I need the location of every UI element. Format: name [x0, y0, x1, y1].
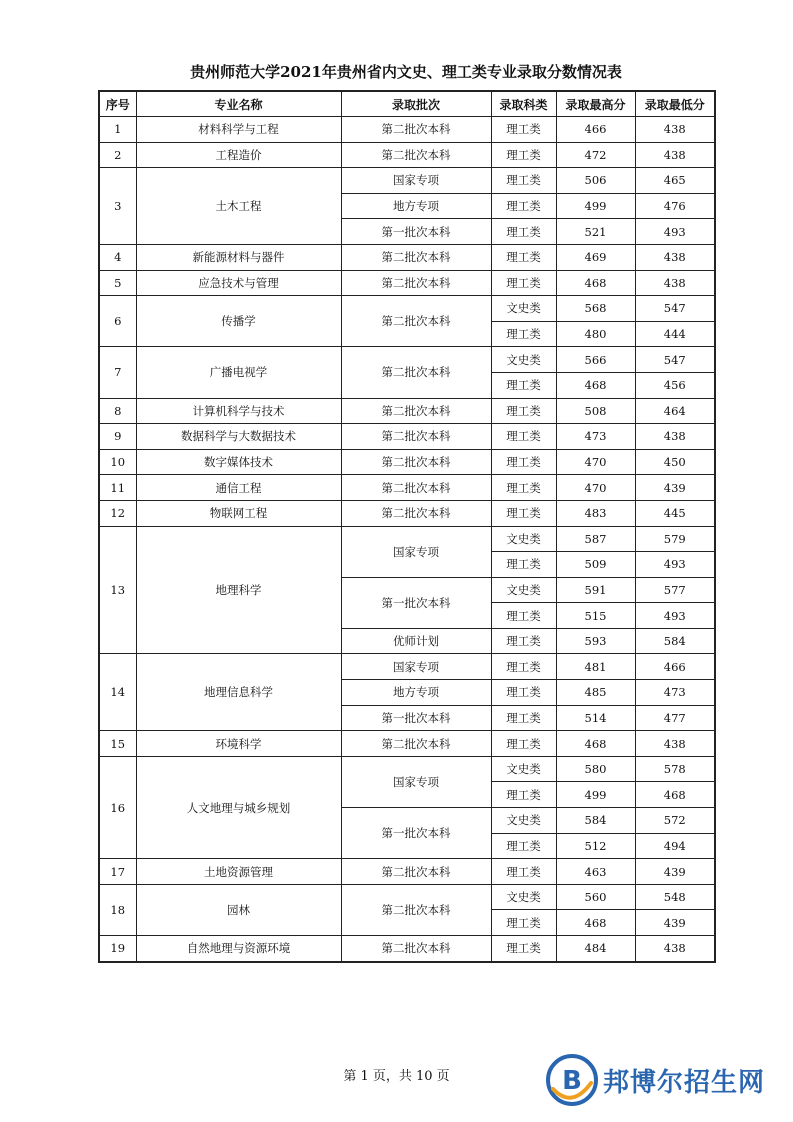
row-number: 9: [99, 424, 136, 450]
table-row: [99, 884, 715, 910]
watermark-logo-icon: [545, 1053, 599, 1107]
admission-batch: 第二批次本科: [341, 449, 491, 475]
min-score: 547: [635, 347, 715, 373]
min-score: 438: [635, 142, 715, 168]
header-min-score: 录取最低分: [635, 91, 715, 117]
min-score: 445: [635, 500, 715, 526]
max-score: 485: [556, 680, 635, 706]
max-score: 584: [556, 808, 635, 834]
subject-category: 理工类: [491, 424, 556, 450]
max-score: 468: [556, 372, 635, 398]
admission-batch: 第二批次本科: [341, 475, 491, 501]
subject-category: 理工类: [491, 475, 556, 501]
major-name: 地理信息科学: [136, 654, 341, 731]
subject-category: 理工类: [491, 833, 556, 859]
min-score: 450: [635, 449, 715, 475]
max-score: 560: [556, 884, 635, 910]
major-name: 广播电视学: [136, 347, 341, 398]
min-score: 438: [635, 424, 715, 450]
max-score: 499: [556, 782, 635, 808]
max-score: 470: [556, 475, 635, 501]
major-name: 地理科学: [136, 526, 341, 654]
admission-batch: 第二批次本科: [341, 296, 491, 347]
major-name: 应急技术与管理: [136, 270, 341, 296]
max-score: 593: [556, 628, 635, 654]
row-number: 15: [99, 731, 136, 757]
major-name: 数字媒体技术: [136, 449, 341, 475]
table-row: [99, 500, 715, 526]
row-number: 13: [99, 526, 136, 654]
major-name: 物联网工程: [136, 500, 341, 526]
row-number: 2: [99, 142, 136, 168]
min-score: 456: [635, 372, 715, 398]
subject-category: 理工类: [491, 782, 556, 808]
subject-category: 文史类: [491, 577, 556, 603]
watermark-logo-letter: B: [562, 1066, 582, 1096]
max-score: 472: [556, 142, 635, 168]
watermark-text: 邦博尔招生网: [603, 1067, 766, 1098]
major-name: 计算机科学与技术: [136, 398, 341, 424]
admission-batch: 第一批次本科: [341, 808, 491, 859]
subject-category: 理工类: [491, 270, 556, 296]
max-score: 466: [556, 117, 635, 143]
admission-batch: 第一批次本科: [341, 577, 491, 628]
table-row: [99, 347, 715, 373]
subject-category: 理工类: [491, 321, 556, 347]
subject-category: 理工类: [491, 680, 556, 706]
subject-category: 理工类: [491, 936, 556, 962]
row-number: 19: [99, 936, 136, 962]
subject-category: 理工类: [491, 219, 556, 245]
subject-category: 文史类: [491, 296, 556, 322]
admission-batch: 第二批次本科: [341, 270, 491, 296]
max-score: 499: [556, 193, 635, 219]
max-score: 468: [556, 910, 635, 936]
max-score: 591: [556, 577, 635, 603]
table-row: [99, 244, 715, 270]
admission-batch: 第一批次本科: [341, 219, 491, 245]
major-name: 新能源材料与器件: [136, 244, 341, 270]
page-footer: 第 1 页，共 10 页: [343, 1069, 450, 1084]
min-score: 579: [635, 526, 715, 552]
table-row: [99, 936, 715, 962]
header-no: 序号: [99, 91, 136, 117]
subject-category: 理工类: [491, 449, 556, 475]
max-score: 508: [556, 398, 635, 424]
min-score: 438: [635, 731, 715, 757]
max-score: 521: [556, 219, 635, 245]
header-batch: 录取批次: [341, 91, 491, 117]
major-name: 数据科学与大数据技术: [136, 424, 341, 450]
subject-category: 文史类: [491, 347, 556, 373]
min-score: 584: [635, 628, 715, 654]
table-row: [99, 859, 715, 885]
row-number: 14: [99, 654, 136, 731]
row-number: 16: [99, 756, 136, 858]
admission-batch: 第二批次本科: [341, 424, 491, 450]
admission-batch: 第二批次本科: [341, 731, 491, 757]
admission-batch: 第二批次本科: [341, 398, 491, 424]
admission-batch: 第二批次本科: [341, 117, 491, 143]
max-score: 483: [556, 500, 635, 526]
admission-batch: 第二批次本科: [341, 859, 491, 885]
min-score: 494: [635, 833, 715, 859]
table-row: [99, 270, 715, 296]
min-score: 438: [635, 117, 715, 143]
admission-batch: 第一批次本科: [341, 705, 491, 731]
min-score: 547: [635, 296, 715, 322]
max-score: 469: [556, 244, 635, 270]
min-score: 476: [635, 193, 715, 219]
row-number: 5: [99, 270, 136, 296]
admission-batch: 第二批次本科: [341, 347, 491, 398]
row-number: 11: [99, 475, 136, 501]
min-score: 465: [635, 168, 715, 194]
header-max-score: 录取最高分: [556, 91, 635, 117]
table-header-row: [99, 91, 715, 117]
table-row: [99, 168, 715, 194]
max-score: 568: [556, 296, 635, 322]
max-score: 481: [556, 654, 635, 680]
max-score: 470: [556, 449, 635, 475]
major-name: 传播学: [136, 296, 341, 347]
min-score: 473: [635, 680, 715, 706]
subject-category: 理工类: [491, 193, 556, 219]
subject-category: 理工类: [491, 500, 556, 526]
admission-batch: 国家专项: [341, 526, 491, 577]
max-score: 506: [556, 168, 635, 194]
table-row: [99, 424, 715, 450]
max-score: 587: [556, 526, 635, 552]
min-score: 464: [635, 398, 715, 424]
header-category: 录取科类: [491, 91, 556, 117]
max-score: 484: [556, 936, 635, 962]
subject-category: 理工类: [491, 168, 556, 194]
subject-category: 理工类: [491, 654, 556, 680]
min-score: 493: [635, 552, 715, 578]
table-row: [99, 449, 715, 475]
max-score: 468: [556, 270, 635, 296]
table-row: [99, 398, 715, 424]
table-row: [99, 731, 715, 757]
min-score: 444: [635, 321, 715, 347]
row-number: 10: [99, 449, 136, 475]
min-score: 548: [635, 884, 715, 910]
min-score: 438: [635, 270, 715, 296]
admission-batch: 地方专项: [341, 680, 491, 706]
subject-category: 理工类: [491, 372, 556, 398]
subject-category: 理工类: [491, 910, 556, 936]
min-score: 477: [635, 705, 715, 731]
max-score: 566: [556, 347, 635, 373]
major-name: 土地资源管理: [136, 859, 341, 885]
row-number: 8: [99, 398, 136, 424]
max-score: 473: [556, 424, 635, 450]
max-score: 514: [556, 705, 635, 731]
admission-batch: 第二批次本科: [341, 142, 491, 168]
subject-category: 理工类: [491, 628, 556, 654]
max-score: 463: [556, 859, 635, 885]
table-body: [99, 117, 715, 962]
max-score: 512: [556, 833, 635, 859]
subject-category: 文史类: [491, 756, 556, 782]
table-row: [99, 756, 715, 782]
max-score: 509: [556, 552, 635, 578]
max-score: 515: [556, 603, 635, 629]
min-score: 466: [635, 654, 715, 680]
admission-batch: 国家专项: [341, 168, 491, 194]
admission-batch: 地方专项: [341, 193, 491, 219]
row-number: 4: [99, 244, 136, 270]
row-number: 17: [99, 859, 136, 885]
subject-category: 理工类: [491, 731, 556, 757]
row-number: 18: [99, 884, 136, 935]
admission-score-table: [98, 90, 716, 963]
min-score: 578: [635, 756, 715, 782]
subject-category: 理工类: [491, 603, 556, 629]
subject-category: 理工类: [491, 142, 556, 168]
major-name: 自然地理与资源环境: [136, 936, 341, 962]
subject-category: 文史类: [491, 808, 556, 834]
min-score: 572: [635, 808, 715, 834]
major-name: 通信工程: [136, 475, 341, 501]
major-name: 园林: [136, 884, 341, 935]
table-row: [99, 654, 715, 680]
subject-category: 文史类: [491, 884, 556, 910]
max-score: 468: [556, 731, 635, 757]
admission-batch: 第二批次本科: [341, 244, 491, 270]
subject-category: 理工类: [491, 705, 556, 731]
major-name: 人文地理与城乡规划: [136, 756, 341, 858]
admission-batch: 国家专项: [341, 654, 491, 680]
row-number: 12: [99, 500, 136, 526]
subject-category: 理工类: [491, 552, 556, 578]
max-score: 480: [556, 321, 635, 347]
max-score: 580: [556, 756, 635, 782]
row-number: 1: [99, 117, 136, 143]
min-score: 439: [635, 859, 715, 885]
admission-batch: 第二批次本科: [341, 936, 491, 962]
min-score: 439: [635, 475, 715, 501]
major-name: 土木工程: [136, 168, 341, 245]
table-row: [99, 526, 715, 552]
min-score: 577: [635, 577, 715, 603]
major-name: 材料科学与工程: [136, 117, 341, 143]
table-row: [99, 475, 715, 501]
subject-category: 理工类: [491, 398, 556, 424]
min-score: 493: [635, 219, 715, 245]
major-name: 环境科学: [136, 731, 341, 757]
admission-batch: 优师计划: [341, 628, 491, 654]
min-score: 468: [635, 782, 715, 808]
subject-category: 理工类: [491, 117, 556, 143]
admission-batch: 第二批次本科: [341, 500, 491, 526]
major-name: 工程造价: [136, 142, 341, 168]
admission-batch: 国家专项: [341, 756, 491, 807]
min-score: 438: [635, 936, 715, 962]
subject-category: 文史类: [491, 526, 556, 552]
min-score: 439: [635, 910, 715, 936]
subject-category: 理工类: [491, 244, 556, 270]
min-score: 493: [635, 603, 715, 629]
subject-category: 理工类: [491, 859, 556, 885]
table-row: [99, 142, 715, 168]
admission-batch: 第二批次本科: [341, 884, 491, 935]
table-row: [99, 296, 715, 322]
page-title: 贵州师范大学2021年贵州省内文史、理工类专业录取分数情况表: [190, 63, 622, 81]
min-score: 438: [635, 244, 715, 270]
table-row: [99, 117, 715, 143]
row-number: 7: [99, 347, 136, 398]
row-number: 3: [99, 168, 136, 245]
row-number: 6: [99, 296, 136, 347]
header-major: 专业名称: [136, 91, 341, 117]
watermark: [545, 1053, 785, 1107]
